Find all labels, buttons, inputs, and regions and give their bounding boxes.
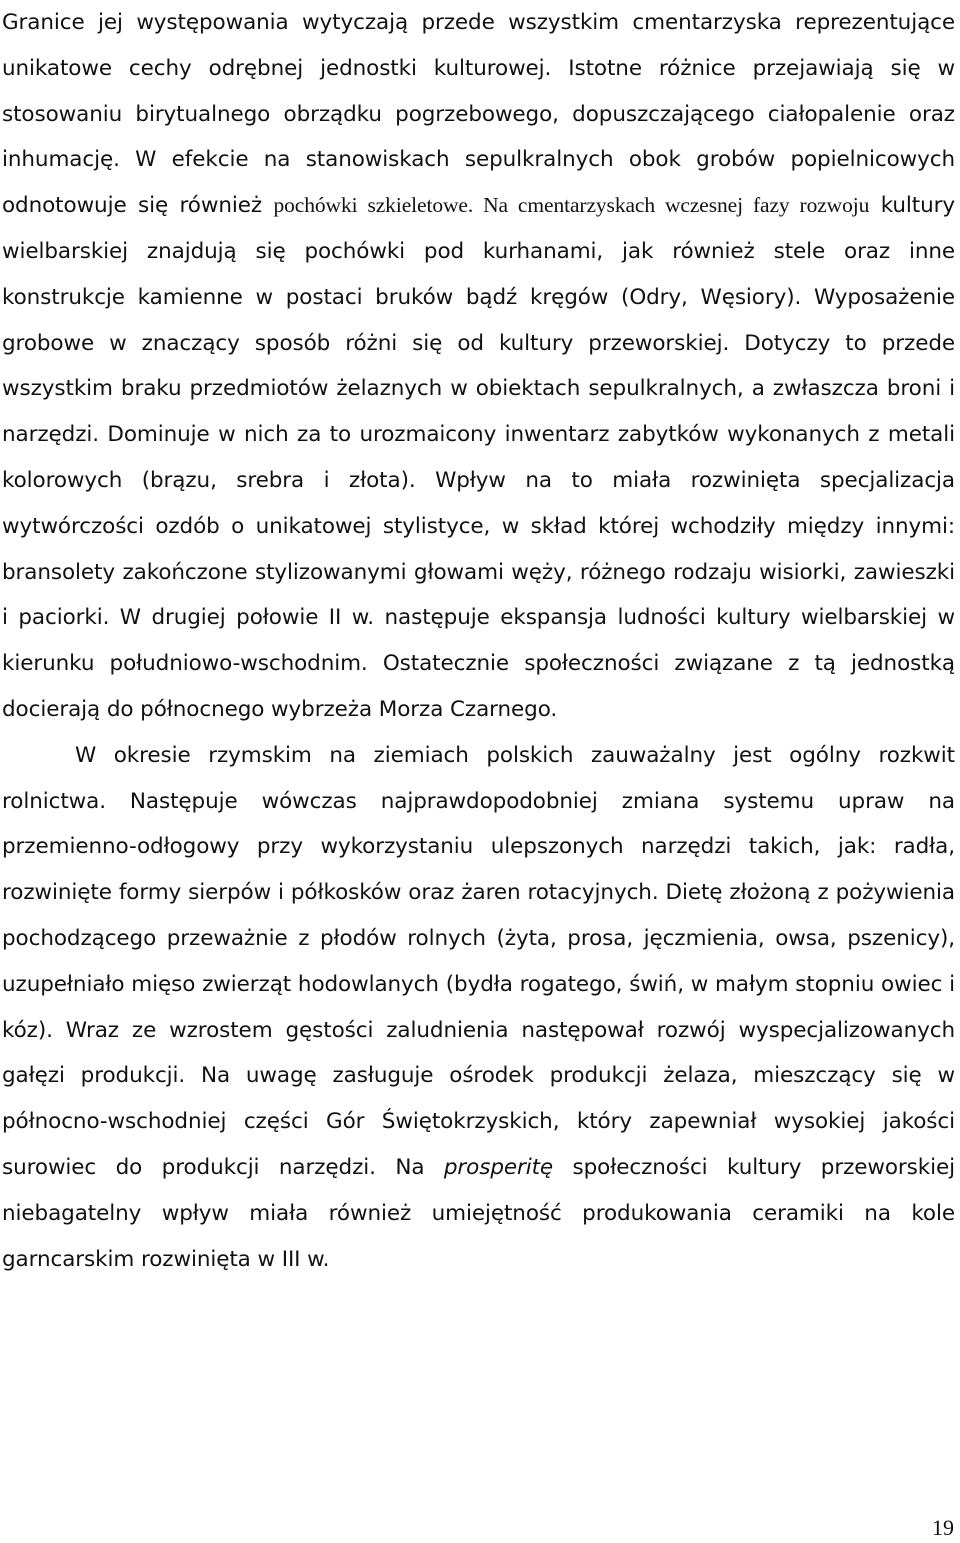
page-number: 19 [932, 1515, 954, 1540]
paragraph-2 [2, 733, 955, 1283]
paragraph-1 [2, 0, 955, 733]
paragraph-1-text-a: Granice jej występowania wytyczają przede wszystkim cmentarzyska reprezentujące unikatowe cechy odrębnej jednostki kulturowej. Istotne różnice przejawiają się w stosowaniu birytualnego obrządku pogrzebowego, dopuszczającego ciałopalenie oraz inhumację. W efekcie na stanowiskach sepulkralnych obok grobów popielnicowych odnotowuje się również [2, 10, 955, 219]
paragraph-1-text-b-serif: pochówki szkieletowe. Na cmentarzyskach wczesnej fazy rozwoju [273, 193, 870, 218]
paragraph-1-text-c: kultury wielbarskiej znajdują się pochówki pod kurhanami, jak również stele oraz inne konstrukcje kamienne w postaci bruków bądź kręgów (Odry, Węsiory). Wyposażenie grobowe w znaczący sposób różni się od kultury przeworskiej. Dotyczy to przede wszystkim braku przedmiotów żelaznych w obiektach sepulkralnych, a zwłaszcza broni i narzędzi. Dominuje w nich za to urozmaicony inwentarz zabytków wykonanych z metali kolorowych (brązu, srebra i złota). Wpływ na to miała rozwinięta specjalizacja wytwórczości ozdób o unikatowej stylistyce, w skład której wchodziły między innymi: bransolety zakończone stylizowanymi głowami węży, różnego rodzaju wisiorki, zawieszki i paciorki. W drugiej połowie II w. następuje ekspansja ludności kultury wielbarskiej w kierunku południowo-wschodnim. Ostatecznie społeczności związane z tą jednostką docierają do północnego wybrzeża Morza Czarnego. [2, 193, 956, 722]
paragraph-2-italic-word: prosperitę [443, 1154, 554, 1180]
paragraph-2-text-a: W okresie rzymskim na ziemiach polskich zauważalny jest ogólny rozkwit rolnictwa. Następuje wówczas najprawdopodobniej zmiana systemu upraw na przemienno-odłogowy przy wykorzystaniu ulepszonych narzędzi takich, jak: radła, rozwinięte formy sierpów i półkosków oraz żaren rotacyjnych. Dietę złożoną z pożywienia pochodzącego przeważnie z płodów rolnych (żyta, prosa, jęczmienia, owsa, pszenicy), uzupełniało mięso zwierząt hodowlanych (bydła rogatego, świń, w małym stopniu owiec i kóz). Wraz ze wzrostem gęstości zaludnienia następował rozwój wyspecjalizowanych gałęzi produkcji. Na uwagę zasługuje ośrodek produkcji żelaza, mieszczący się w północno-wschodniej części Gór Świętokrzyskich, który zapewniał wysokiej jakości surowiec do produkcji narzędzi. Na [2, 742, 955, 1180]
body-text [2, 0, 955, 1282]
paragraph-2-text-b: społeczności kultury przeworskiej niebagatelny wpływ miała również umiejętność produkowania ceramiki na kole garncarskim rozwinięta w III w. [2, 1154, 955, 1272]
